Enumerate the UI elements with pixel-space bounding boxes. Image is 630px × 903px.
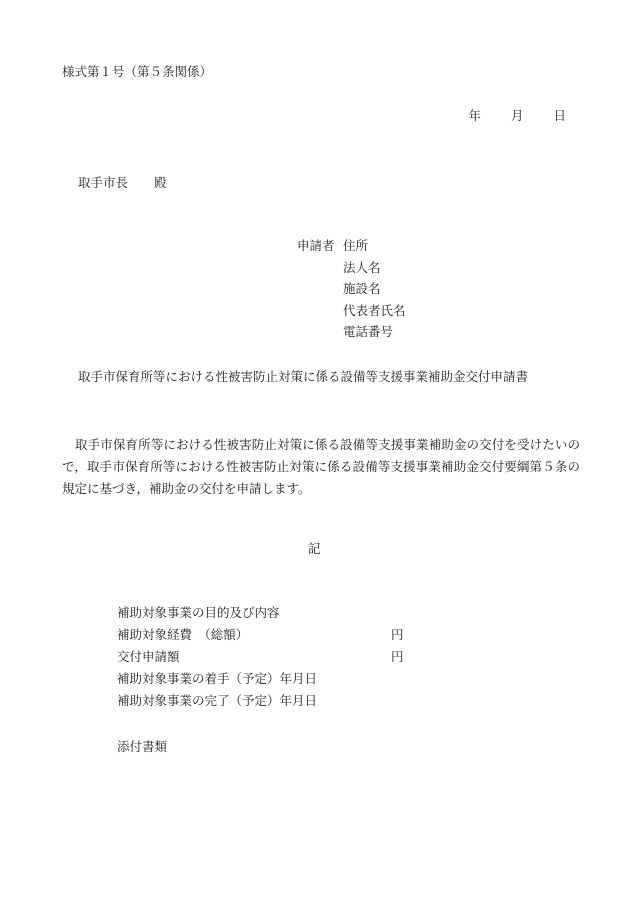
item-label: 補助対象事業の目的及び内容 [117,605,280,620]
item-label: 交付申請額 [117,649,180,664]
item-total-cost [117,629,417,651]
date-month: 月 [510,108,524,123]
applicant-field-representative: 代表者氏名 [343,302,406,318]
item-list [117,607,417,717]
date-year: 年 [468,108,481,123]
item-label: 補助対象事業の完了（予定）年月日 [117,693,318,708]
applicant-field-address: 住所 [343,238,369,253]
attachments-label: 添付書類 [117,739,168,754]
item-purpose [117,607,417,629]
ki-heading: 記 [308,541,321,556]
item-label: 補助対象経費 （総額） [117,627,249,642]
applicant-field-corporation: 法人名 [343,259,381,275]
applicant-fields [343,240,406,348]
item-label: 補助対象事業の着手（予定）年月日 [117,671,318,686]
applicant-label: 申請者 [297,238,335,253]
body-paragraph: 取手市保育所等における性被害防止対策に係る設備等支援事業補助金の交付を受けたいので，取手市保育所等における性被害防止対策に係る設備等支援事業補助金交付要綱第５条の規定に基づき，補助金の交付を申請します。 [62,437,580,496]
item-completion-date [117,695,417,717]
applicant-field-phone: 電話番号 [343,324,394,339]
item-request-amount [117,651,417,673]
addressee [78,177,167,190]
date-day: 日 [553,108,566,123]
item-start-date [117,673,417,695]
form-number: 様式第１号（第５条関係） [62,64,213,79]
item-unit-yen: 円 [391,649,404,664]
document-title: 取手市保育所等における性被害防止対策に係る設備等支援事業補助金交付申請書 [78,369,529,384]
applicant-field-facility: 施設名 [343,281,381,296]
date-line [468,110,566,123]
addressee-honorific: 殿 [154,175,167,190]
addressee-name: 取手市長 [78,175,129,190]
item-unit-yen: 円 [391,627,404,642]
